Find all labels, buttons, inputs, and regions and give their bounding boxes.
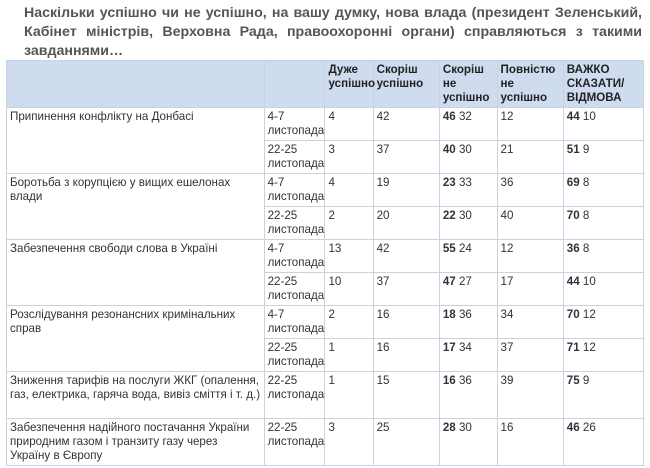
hard-to-say-cell-total: 51 bbox=[566, 143, 580, 156]
very-successful-cell: 1 bbox=[325, 372, 373, 419]
rather-unsuccessful-cell bbox=[439, 339, 497, 372]
rather-unsuccessful-cell-total: 17 bbox=[442, 341, 456, 354]
question-cell: Зниження тарифів на послуги ЖКГ (опалення, газ, електрика, гаряча вода, вивіз сміття і т. д.) bbox=[7, 372, 265, 419]
rather-successful-cell: 16 bbox=[373, 306, 439, 339]
rather-unsuccessful-cell bbox=[439, 174, 497, 207]
header-completely-unsuccessful: Повністю не успішно bbox=[497, 61, 563, 108]
hard-to-say-cell bbox=[563, 419, 643, 466]
hard-to-say-cell-total: 44 bbox=[566, 275, 580, 288]
hard-to-say-cell-value: 10 bbox=[582, 110, 596, 123]
completely-unsuccessful-cell: 39 bbox=[497, 372, 563, 419]
date-cell: 22-25 листопада bbox=[264, 339, 325, 372]
rather-unsuccessful-cell bbox=[439, 306, 497, 339]
rather-unsuccessful-cell-value: 36 bbox=[458, 374, 472, 387]
date-cell: 4-7 листопада bbox=[264, 174, 325, 207]
rather-unsuccessful-cell-total: 18 bbox=[442, 308, 456, 321]
rather-unsuccessful-cell-value: 27 bbox=[458, 275, 472, 288]
completely-unsuccessful-cell: 37 bbox=[497, 339, 563, 372]
rather-unsuccessful-cell bbox=[439, 372, 497, 419]
rather-successful-cell: 42 bbox=[373, 240, 439, 273]
rather-successful-cell: 37 bbox=[373, 273, 439, 306]
hard-to-say-cell-total: 36 bbox=[566, 242, 580, 255]
hard-to-say-cell-total: 69 bbox=[566, 176, 580, 189]
table-header-row bbox=[7, 61, 644, 108]
table-row bbox=[7, 419, 644, 466]
header-date bbox=[264, 61, 325, 108]
hard-to-say-cell-value: 12 bbox=[582, 308, 596, 321]
rather-unsuccessful-cell-value: 33 bbox=[458, 176, 472, 189]
hard-to-say-cell-value: 9 bbox=[582, 374, 590, 387]
rather-unsuccessful-cell-total: 16 bbox=[442, 374, 456, 387]
question-cell: Забезпечення надійного постачання України природним газом і транзиту газу через Україну в Європу bbox=[7, 419, 265, 466]
completely-unsuccessful-cell: 12 bbox=[497, 240, 563, 273]
rather-successful-cell: 19 bbox=[373, 174, 439, 207]
poll-table bbox=[6, 60, 644, 466]
completely-unsuccessful-cell: 17 bbox=[497, 273, 563, 306]
date-cell: 22-25 листопада bbox=[264, 273, 325, 306]
completely-unsuccessful-cell: 36 bbox=[497, 174, 563, 207]
date-cell: 22-25 листопада bbox=[264, 207, 325, 240]
completely-unsuccessful-cell: 12 bbox=[497, 108, 563, 141]
rather-unsuccessful-cell-total: 55 bbox=[442, 242, 456, 255]
hard-to-say-cell-value: 9 bbox=[582, 143, 590, 156]
question-cell: Боротьба з корупцією у вищих ешелонах влади bbox=[7, 174, 265, 240]
hard-to-say-cell-value: 12 bbox=[582, 341, 596, 354]
hard-to-say-cell bbox=[563, 273, 643, 306]
question-cell: Розслідування резонансних кримінальних справ bbox=[7, 306, 265, 372]
rather-successful-cell: 20 bbox=[373, 207, 439, 240]
hard-to-say-cell bbox=[563, 207, 643, 240]
completely-unsuccessful-cell: 16 bbox=[497, 419, 563, 466]
rather-successful-cell: 16 bbox=[373, 339, 439, 372]
completely-unsuccessful-cell: 34 bbox=[497, 306, 563, 339]
rather-successful-cell: 25 bbox=[373, 419, 439, 466]
hard-to-say-cell-total: 75 bbox=[566, 374, 580, 387]
rather-unsuccessful-cell bbox=[439, 108, 497, 141]
table-row bbox=[7, 306, 644, 339]
very-successful-cell: 13 bbox=[325, 240, 373, 273]
header-very-successful: Дуже успішно bbox=[325, 61, 373, 108]
hard-to-say-cell-total: 46 bbox=[566, 421, 580, 434]
hard-to-say-cell bbox=[563, 141, 643, 174]
rather-unsuccessful-cell bbox=[439, 273, 497, 306]
table-row bbox=[7, 108, 644, 141]
date-cell: 4-7 листопада bbox=[264, 306, 325, 339]
hard-to-say-cell bbox=[563, 372, 643, 419]
rather-unsuccessful-cell-total: 40 bbox=[442, 143, 456, 156]
header-question bbox=[7, 61, 265, 108]
very-successful-cell: 2 bbox=[325, 306, 373, 339]
rather-unsuccessful-cell bbox=[439, 207, 497, 240]
rather-unsuccessful-cell-total: 46 bbox=[442, 110, 456, 123]
rather-unsuccessful-cell-value: 36 bbox=[458, 308, 472, 321]
rather-successful-cell: 37 bbox=[373, 141, 439, 174]
rather-unsuccessful-cell-total: 22 bbox=[442, 209, 456, 222]
page-title: Наскільки успішно чи не успішно, на вашу думку, нова влада (президент Зеленський, Кабінет міністрів, Верховна Рада, правоохоронні органи) справляються з такими завданнями… bbox=[24, 5, 642, 59]
date-cell: 22-25 листопада bbox=[264, 419, 325, 466]
hard-to-say-cell-value: 26 bbox=[582, 421, 596, 434]
rather-unsuccessful-cell bbox=[439, 141, 497, 174]
hard-to-say-cell bbox=[563, 240, 643, 273]
header-hard-to-say: ВАЖКО СКАЗАТИ/ ВІДМОВА bbox=[563, 61, 643, 108]
very-successful-cell: 4 bbox=[325, 174, 373, 207]
rather-unsuccessful-cell-value: 30 bbox=[458, 143, 472, 156]
rather-unsuccessful-cell-value: 34 bbox=[458, 341, 472, 354]
date-cell: 22-25 листопада bbox=[264, 372, 325, 419]
hard-to-say-cell bbox=[563, 339, 643, 372]
rather-unsuccessful-cell-value: 32 bbox=[458, 110, 472, 123]
hard-to-say-cell-total: 70 bbox=[566, 209, 580, 222]
rather-successful-cell: 42 bbox=[373, 108, 439, 141]
completely-unsuccessful-cell: 40 bbox=[497, 207, 563, 240]
hard-to-say-cell-value: 8 bbox=[582, 242, 590, 255]
very-successful-cell: 3 bbox=[325, 141, 373, 174]
header-rather-successful: Скоріш успішно bbox=[373, 61, 439, 108]
hard-to-say-cell-total: 70 bbox=[566, 308, 580, 321]
rather-unsuccessful-cell-total: 23 bbox=[442, 176, 456, 189]
completely-unsuccessful-cell: 21 bbox=[497, 141, 563, 174]
rather-unsuccessful-cell bbox=[439, 240, 497, 273]
rather-unsuccessful-cell-value: 30 bbox=[458, 209, 472, 222]
very-successful-cell: 3 bbox=[325, 419, 373, 466]
header-rather-unsuccessful: Скоріш не успішно bbox=[439, 61, 497, 108]
table-row bbox=[7, 240, 644, 273]
question-cell: Припинення конфлікту на Донбасі bbox=[7, 108, 265, 174]
rather-unsuccessful-cell-value: 30 bbox=[458, 421, 472, 434]
very-successful-cell: 4 bbox=[325, 108, 373, 141]
hard-to-say-cell bbox=[563, 108, 643, 141]
hard-to-say-cell-total: 44 bbox=[566, 110, 580, 123]
date-cell: 4-7 листопада bbox=[264, 108, 325, 141]
rather-successful-cell: 15 bbox=[373, 372, 439, 419]
table-body bbox=[7, 108, 644, 466]
hard-to-say-cell-value: 8 bbox=[582, 209, 590, 222]
very-successful-cell: 10 bbox=[325, 273, 373, 306]
hard-to-say-cell bbox=[563, 306, 643, 339]
hard-to-say-cell-value: 8 bbox=[582, 176, 590, 189]
hard-to-say-cell-value: 10 bbox=[582, 275, 596, 288]
rather-unsuccessful-cell bbox=[439, 419, 497, 466]
date-cell: 4-7 листопада bbox=[264, 240, 325, 273]
rather-unsuccessful-cell-value: 24 bbox=[458, 242, 472, 255]
very-successful-cell: 1 bbox=[325, 339, 373, 372]
question-cell: Забезпечення свободи слова в Україні bbox=[7, 240, 265, 306]
hard-to-say-cell bbox=[563, 174, 643, 207]
hard-to-say-cell-total: 71 bbox=[566, 341, 580, 354]
rather-unsuccessful-cell-total: 47 bbox=[442, 275, 456, 288]
very-successful-cell: 2 bbox=[325, 207, 373, 240]
rather-unsuccessful-cell-total: 28 bbox=[442, 421, 456, 434]
table-row bbox=[7, 372, 644, 419]
table-row bbox=[7, 174, 644, 207]
date-cell: 22-25 листопада bbox=[264, 141, 325, 174]
